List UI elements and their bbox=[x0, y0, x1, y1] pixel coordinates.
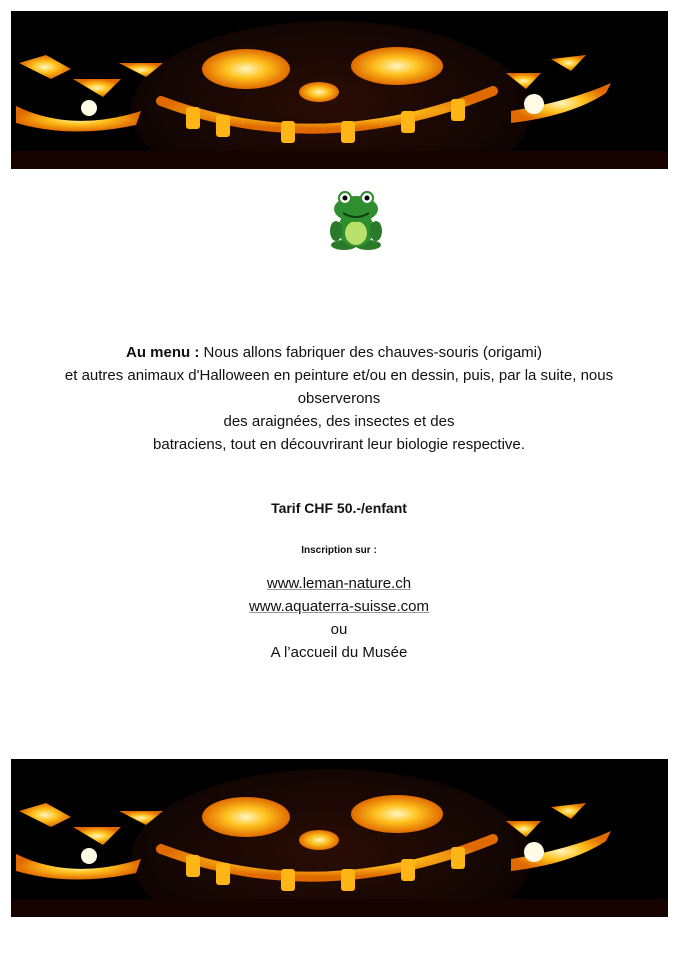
pumpkin-banner-bottom bbox=[11, 759, 668, 917]
or-text: ou bbox=[330, 621, 348, 638]
registration-options bbox=[0, 572, 678, 664]
menu-line-1 bbox=[126, 341, 542, 364]
menu-label: Au menu bbox=[126, 344, 191, 361]
menu-separator: : bbox=[190, 344, 204, 361]
leman-nature-link[interactable]: www.leman-nature.ch bbox=[266, 575, 412, 592]
pumpkin-banner-top bbox=[11, 11, 668, 169]
menu-line-4: des araignées, des insectes et des bbox=[223, 413, 455, 430]
frog-icon bbox=[326, 189, 386, 251]
registration-label: Inscription sur : bbox=[301, 545, 377, 556]
aquaterra-link[interactable]: www.aquaterra-suisse.com bbox=[248, 598, 430, 615]
price-text: Tarif CHF 50.-/enfant bbox=[271, 500, 407, 516]
menu-line-2: et autres animaux d'Halloween en peinture et/ou en dessin, puis, par la suite, nous bbox=[64, 367, 614, 384]
jack-o-lantern-image bbox=[11, 11, 668, 169]
menu-line-5: batraciens, tout en découvrirant leur biologie respective. bbox=[153, 436, 525, 453]
museum-reception-text: A l’accueil du Musée bbox=[270, 644, 408, 661]
menu-line-3: observerons bbox=[297, 390, 381, 407]
jack-o-lantern-image bbox=[11, 759, 668, 917]
menu-text-1: Nous allons fabriquer des chauves-souris (origami) bbox=[203, 344, 542, 361]
